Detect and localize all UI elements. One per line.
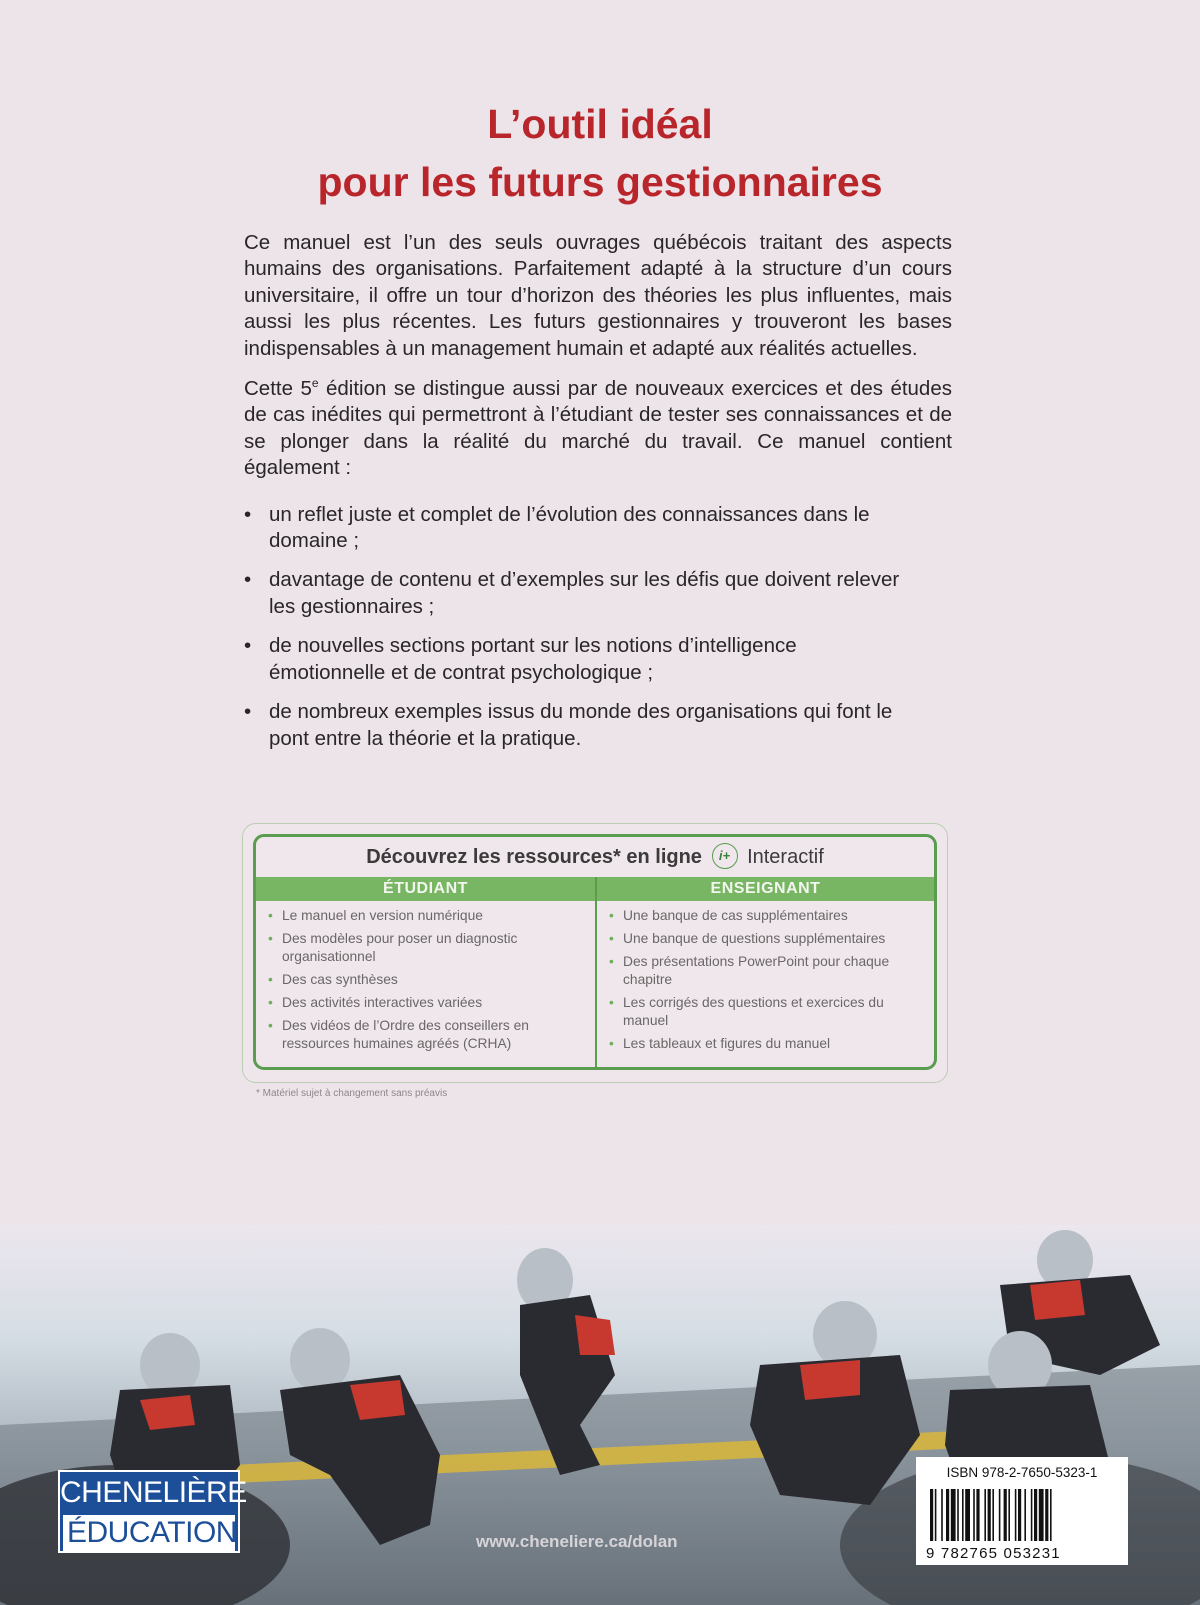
list-item: • Une banque de cas supplémentaires xyxy=(609,907,924,925)
student-column xyxy=(256,877,595,1067)
isbn-box xyxy=(916,1457,1128,1565)
list-item-text: un reflet juste et complet de l’évolution des connaissances dans le domaine ; xyxy=(269,502,870,553)
teacher-list xyxy=(597,901,934,1053)
list-item: • Une banque de questions supplémentaires xyxy=(609,930,924,948)
cover-title-line-2: pour les futurs gestionnaires xyxy=(317,159,883,205)
cover-title xyxy=(0,95,1200,211)
list-item xyxy=(244,502,904,555)
interactif-label: Interactif xyxy=(747,846,824,868)
publisher-line-2: ÉDUCATION xyxy=(63,1515,235,1551)
resources-box xyxy=(253,834,937,1070)
list-item-text: davantage de contenu et d’exemples sur les défis que doivent relever les gestionnaires ; xyxy=(269,568,900,618)
footnote: * Matériel sujet à changement sans préavis xyxy=(256,1088,448,1099)
list-item: • Des présentations PowerPoint pour chaque chapitre xyxy=(609,953,924,989)
resources-title xyxy=(256,837,934,877)
list-item xyxy=(244,699,904,752)
edition-superscript: e xyxy=(311,376,319,391)
list-item xyxy=(244,633,904,686)
resources-title-text: Découvrez les ressources* en ligne xyxy=(366,846,702,868)
student-header: ÉTUDIANT xyxy=(256,877,595,901)
list-item: • Des cas synthèses xyxy=(268,971,585,989)
bullet-icon: • xyxy=(244,568,252,592)
list-item: • Des activités interactives variées xyxy=(268,994,585,1012)
website-url[interactable]: www.cheneliere.ca/dolan xyxy=(476,1532,678,1551)
barcode-number: 9 782765 053231 xyxy=(926,1545,1061,1562)
list-item: • Le manuel en version numérique xyxy=(268,907,585,925)
teacher-column xyxy=(595,877,934,1067)
barcode-icon xyxy=(926,1489,1118,1543)
list-item: • Des vidéos de l’Ordre des conseillers en ressources humaines agréés (CRHA) xyxy=(268,1017,585,1053)
list-item: • Les tableaux et figures du manuel xyxy=(609,1035,924,1053)
resources-columns xyxy=(256,877,934,1067)
publisher-logo xyxy=(58,1470,247,1553)
interactif-icon: i+ xyxy=(712,843,738,869)
bullet-icon: • xyxy=(244,502,252,526)
intro-paragraph: Ce manuel est l’un des seuls ouvrages québécois traitant des aspects humains des organisations. Parfaitement adapté à la structure d’un cours universitaire, il offre un tour d’horizon des théories les plus influentes, mais aussi les plus récentes. Les futurs gestionnaires y trouveront les bases indispensables à un management humain et adapté aux réalités actuelles. xyxy=(244,231,952,360)
cover-title-line-1: L’outil idéal xyxy=(487,101,713,147)
edition-text-end: édition se distingue aussi par de nouveaux exercices et des études de cas inédites qui permettront à l’étudiant de tester ses connaissances et de se plonger dans la réalité du marché du travail. Ce manuel contient également : xyxy=(244,377,952,480)
teacher-header: ENSEIGNANT xyxy=(597,877,934,901)
feature-list xyxy=(244,502,952,752)
bullet-icon: • xyxy=(244,634,252,658)
list-item xyxy=(244,567,904,620)
student-list xyxy=(256,901,595,1053)
list-item-text: de nombreux exemples issus du monde des organisations qui font le pont entre la théorie et la pratique. xyxy=(269,700,893,750)
isbn-label: ISBN 978-2-7650-5323-1 xyxy=(946,1465,1098,1480)
list-item-text: de nouvelles sections portant sur les notions d’intelligence émotionnelle et de contrat psychologique ; xyxy=(269,634,797,684)
list-item: • Les corrigés des questions et exercices du manuel xyxy=(609,994,924,1030)
edition-paragraph xyxy=(244,376,952,482)
publisher-line-1: CHENELIÈRE xyxy=(60,1476,247,1509)
list-item: • Des modèles pour poser un diagnostic organisationnel xyxy=(268,930,585,966)
description xyxy=(244,230,952,765)
bullet-icon: • xyxy=(244,700,252,724)
edition-text-start: Cette 5 xyxy=(244,377,312,401)
